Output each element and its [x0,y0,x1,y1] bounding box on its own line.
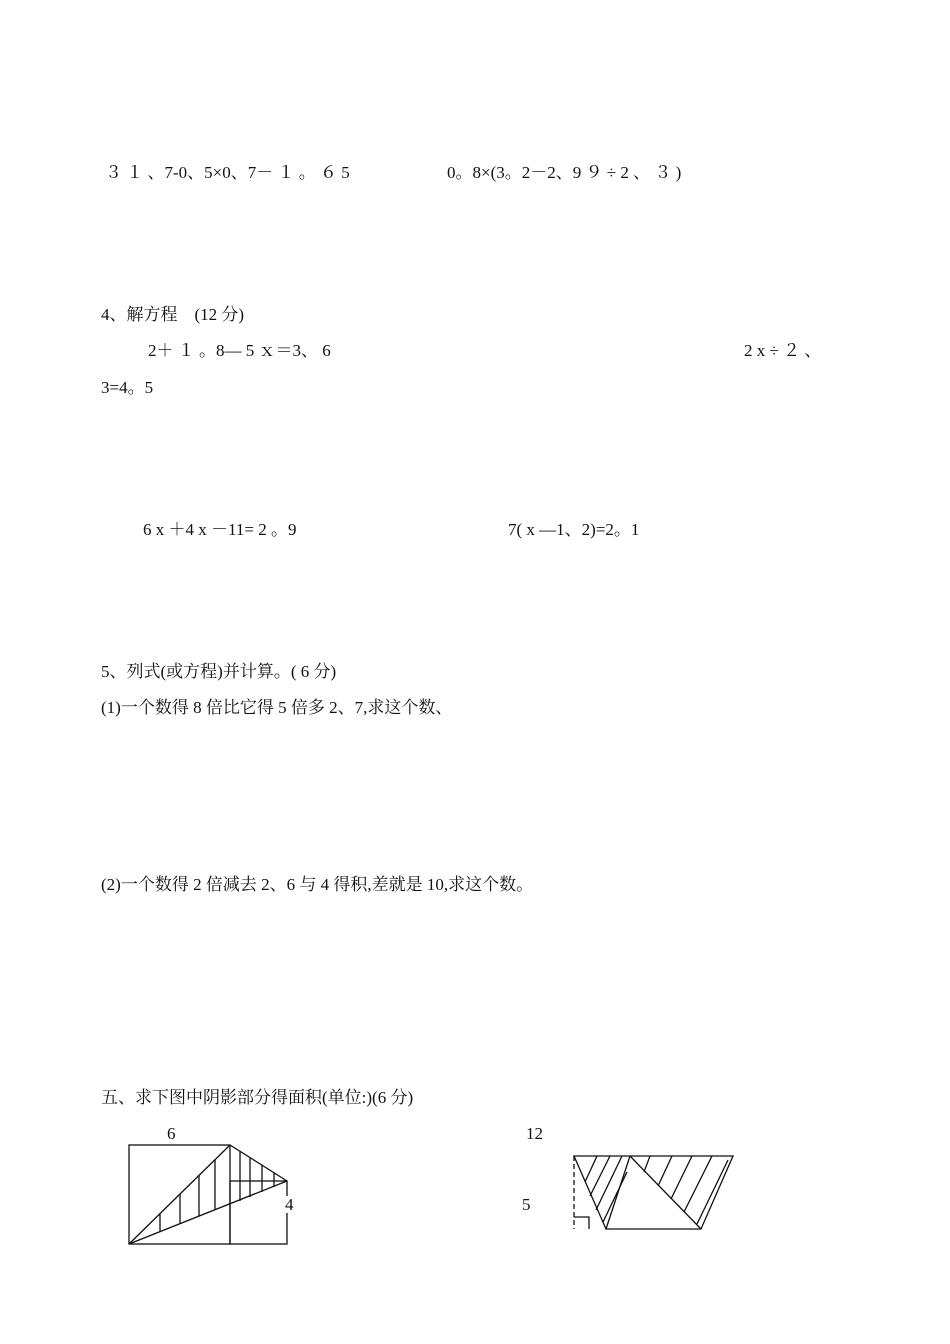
word-problem-1: (1)一个数得 8 倍比它得 5 倍多 2、7,求这个数、 [101,698,453,717]
equation-3: 6 x ＋4 x －11= 2 。9 [143,520,297,539]
expression-2: 0。8×(3。2－2、9 ９ ÷ 2 、 ３ ) [447,163,682,182]
equation-4: 7( x —1、2)=2。1 [508,520,640,539]
figure-2-label-top: 12 [526,1124,543,1143]
figure-1-label-top: 6 [167,1124,176,1143]
section-five-heading: 五、求下图中阴影部分得面积(单位:)(6 分) [101,1088,414,1107]
figure-1-label-right: 4 [281,1196,294,1213]
equation-2-part-1: 2 x ÷ ２ 、 [744,341,822,360]
section-5-heading: 5、列式(或方程)并计算。( 6 分) [101,662,337,681]
section-4-heading: 4、解方程 (12 分) [101,305,245,324]
equation-1: 2＋ １ 。8— 5 ｘ＝3、 6 [148,341,331,360]
expression-1: ３ １ 、7-0、5×0、7－ １ 。 ６ 5 [105,163,350,182]
figure-2-label-left: 5 [522,1195,531,1214]
word-problem-2: (2)一个数得 2 倍减去 2、6 与 4 得积,差就是 10,求这个数。 [101,875,534,894]
equation-2-part-2: 3=4。5 [101,378,154,397]
